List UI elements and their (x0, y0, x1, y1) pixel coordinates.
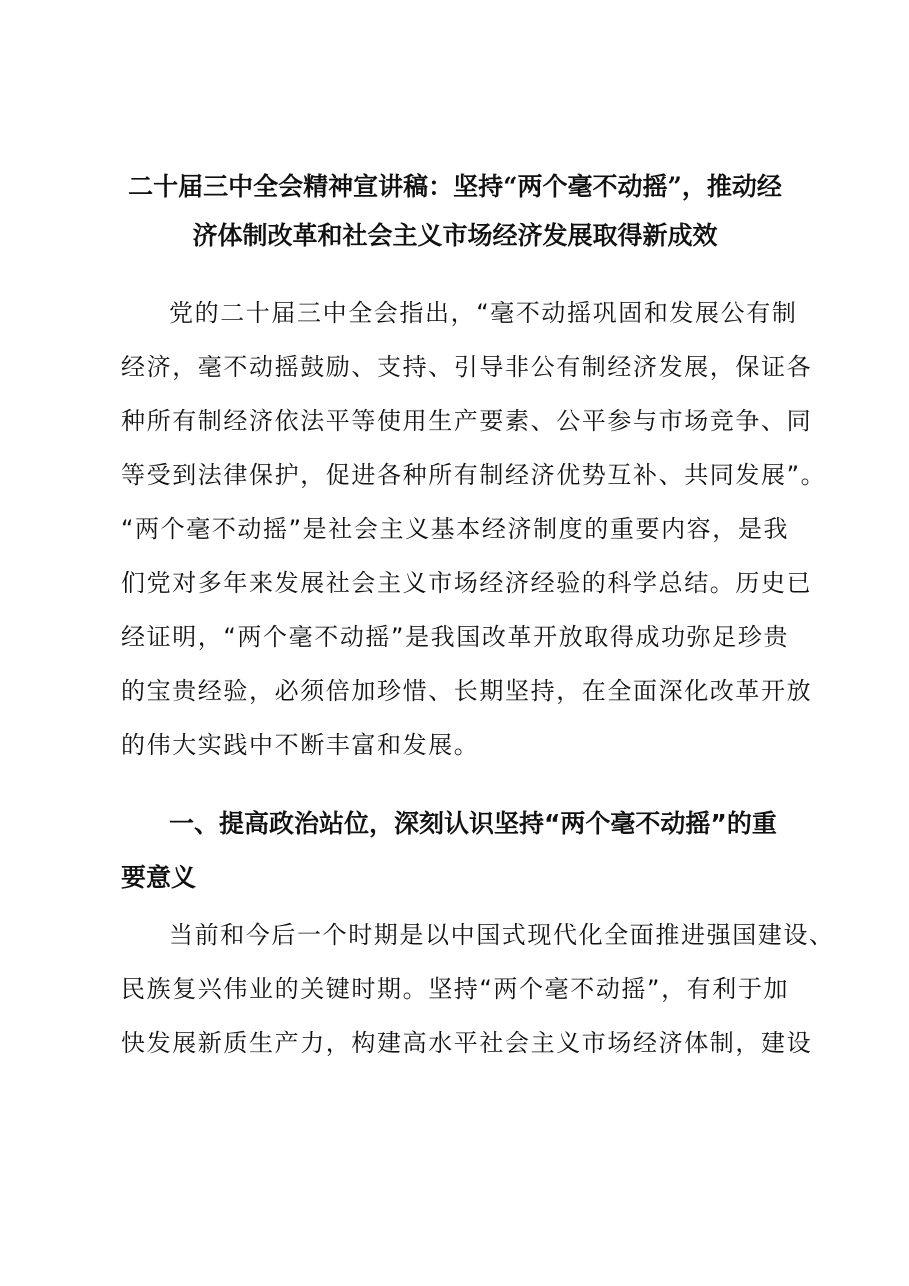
paragraph-intro (121, 286, 827, 772)
paragraph-line: “两个毫不动摇”是社会主义基本经济制度的重要内容，是我 (121, 515, 790, 543)
paragraph-line: 的宝贵经验，必须倍加珍惜、长期坚持，在全面深化改革开放 (121, 677, 813, 705)
section-heading-1 (121, 797, 789, 905)
heading-line: 一、提高政治站位，深刻认识坚持“两个毫不动摇”的重 (169, 809, 777, 838)
paragraph-line: 快发展新质生产力，构建高水平社会主义市场经济体制，建设 (121, 1029, 813, 1057)
paragraph-line: 当前和今后一个时期是以中国式现代化全面推进强国建设、 (169, 921, 835, 949)
document-title (115, 162, 795, 260)
paragraph-line: 等受到法律保护，促进各种所有制经济优势互补、共同发展”。 (121, 461, 827, 489)
paragraph-line: 民族复兴伟业的关键时期。坚持“两个毫不动摇”，有利于加 (121, 975, 790, 1003)
paragraph-section-1 (121, 908, 835, 1070)
title-line-2: 济体制改革和社会主义市场经济发展取得新成效 (192, 221, 718, 250)
paragraph-line: 种所有制经济依法平等使用生产要素、公平参与市场竞争、同 (121, 407, 813, 435)
paragraph-line: 经证明，“两个毫不动摇”是我国改革开放取得成功弥足珍贵 (121, 623, 790, 651)
paragraph-line: 党的二十届三中全会指出，“毫不动摇巩固和发展公有制 (169, 299, 798, 327)
title-line-1: 二十届三中全会精神宣讲稿：坚持“两个毫不动摇”，推动经 (128, 172, 782, 201)
heading-line: 要意义 (121, 863, 197, 892)
paragraph-line: 们党对多年来发展社会主义市场经济经验的科学总结。历史已 (121, 569, 813, 597)
paragraph-line: 经济，毫不动摇鼓励、支持、引导非公有制经济发展，保证各 (121, 353, 813, 381)
paragraph-line: 的伟大实践中不断丰富和发展。 (121, 731, 480, 759)
